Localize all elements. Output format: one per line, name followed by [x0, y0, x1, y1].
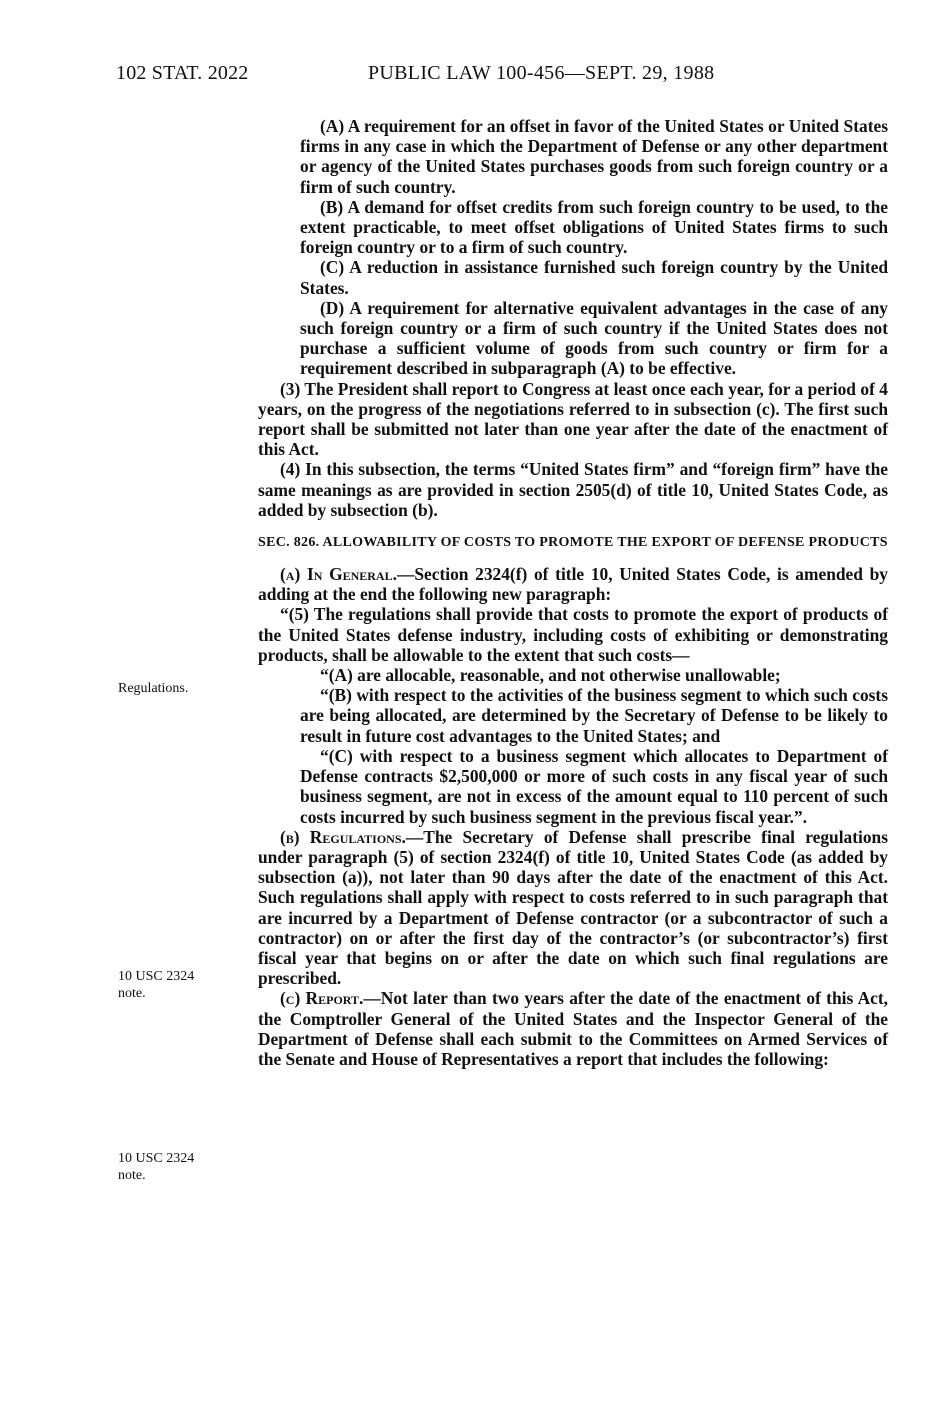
statute-page-reference: 102 STAT. 2022: [116, 62, 249, 84]
page-header: [0, 62, 944, 92]
quoted-subparagraph-b: “(B) with respect to the activities of the business segment to which such costs are being allocated, are determined by the Secretary of Defense to be likely to result in future cost advantages to the United States; and: [300, 685, 888, 746]
document-body: [258, 116, 888, 1069]
subsection-b: [258, 827, 888, 989]
public-law-title: PUBLIC LAW 100-456—SEPT. 29, 1988: [368, 62, 715, 84]
subsection-c-label: (c) Report.: [280, 988, 364, 1009]
margin-note-usc-1: 10 USC 2324 note.: [118, 969, 195, 1001]
subparagraph-d: (D) A requirement for alternative equivalent advantages in the case of any such foreign country or a firm of such country if the United States does not purchase a sufficient volume of goods from such country or firm for a requirement described in subparagraph (A) to be effective.: [300, 297, 888, 379]
quoted-subparagraph-c: “(C) with respect to a business segment which allocates to Department of Defense contracts $2,500,000 or more of such costs in any fiscal year of such business segment, are not in excess of the amount equal to 110 percent of such costs incurred by such business segment in the previous fiscal year.”.: [300, 745, 888, 827]
paragraph-3: (3) The President shall report to Congress at least once each year, for a period of 4 years, on the progress of the negotiations referred to in subsection (c). The first such report shall be submitted not later than one year after the date of the enactment of this Act.: [258, 378, 888, 460]
subparagraph-b: (B) A demand for offset credits from such foreign country to be used, to the extent practicable, to meet offset obligations of United States firms to such foreign country or to a firm of such country.: [300, 196, 888, 258]
subsection-c: [258, 988, 888, 1069]
subsection-b-text: —The Secretary of Defense shall prescribe final regulations under paragraph (5) of section 2324(f) of title 10, United States Code (as added by subsection (a)), not later than 90 days after the date of the enactment of this Act. Such regulations shall apply with respect to costs referred to in such paragraph that are incurred by a Department of Defense contractor (or a subcontractor of such a contractor) on or after the first day of the contractor’s (or subcontractor’s) first fiscal year that begins on or after the date on which such final regulations are prescribed.: [258, 826, 888, 989]
paragraph-4: (4) In this subsection, the terms “United States firm” and “foreign firm” have the same meanings as are provided in section 2505(d) of title 10, United States Code, as added by subsection (b).: [258, 459, 888, 520]
subsection-b-label: (b) Regulations.: [280, 826, 406, 847]
subparagraph-c: (C) A reduction in assistance furnished such foreign country by the United States.: [300, 257, 888, 298]
subsection-c-text: —Not later than two years after the date of the enactment of this Act, the Comptroller General of the United States and the Inspector General of the Department of Defense shall each submit to the Committees on Armed Services of the Senate and House of Representatives a report that includes the following:: [258, 988, 888, 1069]
subsection-a-label: (a) In General.: [280, 564, 397, 585]
subsection-a: [258, 564, 888, 604]
quoted-paragraph-5: “(5) The regulations shall provide that costs to promote the export of products of the United States defense industry, including costs of exhibiting or demonstrating products, shall be allowable to the extent that such costs—: [258, 604, 888, 665]
subsection-a-text: —Section 2324(f) of title 10, United States Code, is amended by adding at the end the following new paragraph:: [258, 564, 888, 605]
section-826-heading: SEC. 826. ALLOWABILITY OF COSTS TO PROMOTE THE EXPORT OF DEFENSE PRODUCTS: [258, 535, 888, 551]
quoted-subparagraph-a: “(A) are allocable, reasonable, and not otherwise unallowable;: [320, 665, 781, 686]
margin-note-regulations: Regulations.: [118, 681, 189, 696]
margin-note-usc-2: 10 USC 2324 note.: [118, 1151, 195, 1183]
subparagraph-a: (A) A requirement for an offset in favor of the United States or United States firms in any case in which the Department of Defense or any other department or agency of the United States purchases goods from such foreign country or a firm of such country.: [300, 116, 888, 197]
